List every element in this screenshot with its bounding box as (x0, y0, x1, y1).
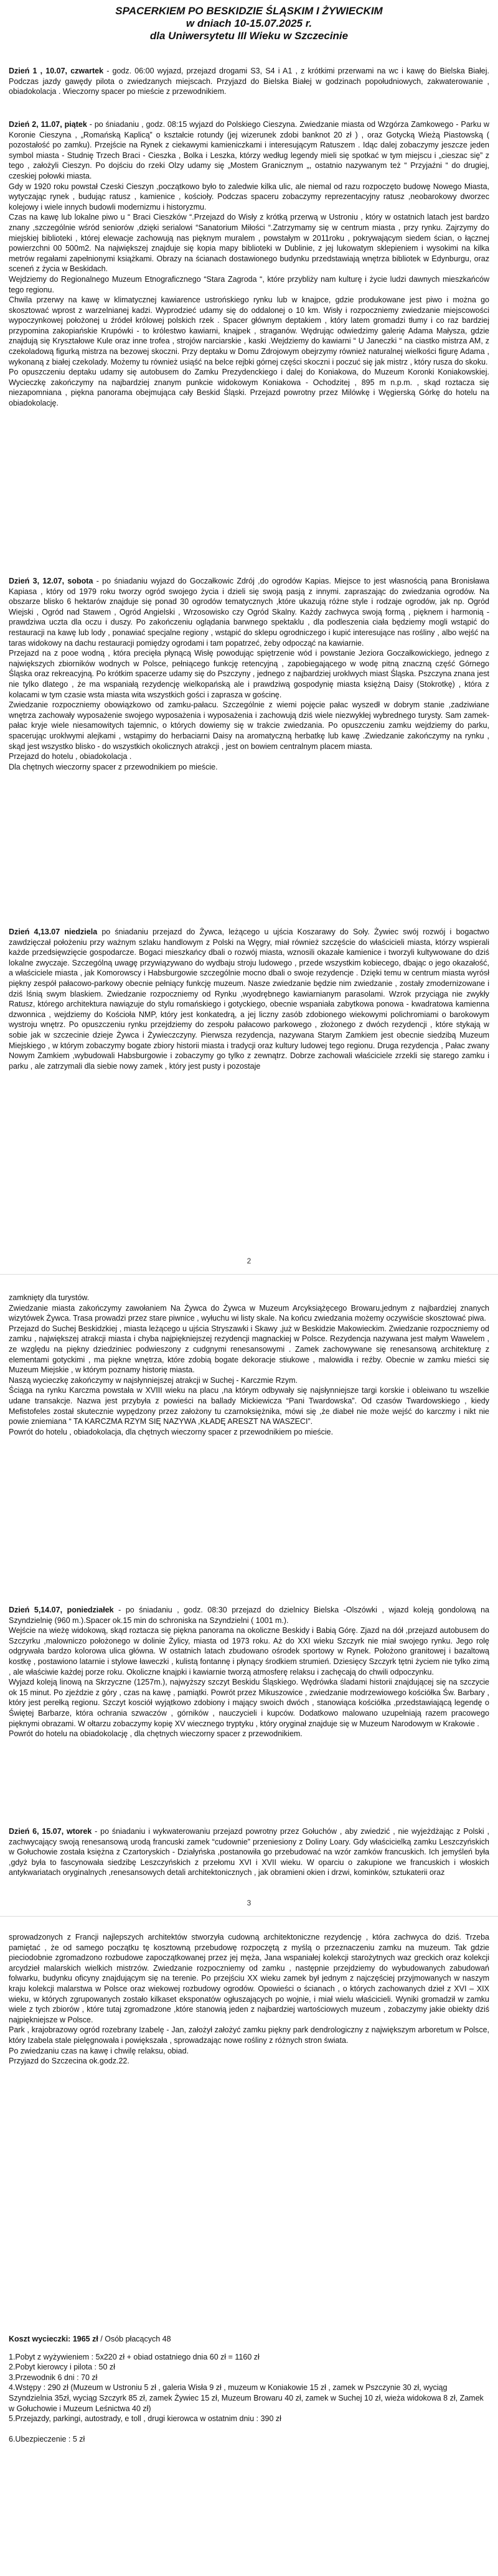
cost-item: 2.Pobyt kierowcy i pilota : 50 zł (9, 2363, 115, 2372)
document-title-line-3: dla Uniwersytetu III Wieku w Szczecinie (149, 30, 349, 42)
day-1-label: Dzień 1 , 10.07, czwartek (9, 67, 104, 75)
day-4-section (9, 927, 489, 1071)
day-3-text: - po śniadaniu wyjazd do Goczałkowic Zdrój ,do ogrodów Kapias. Miejsce to jest własnością pana Bronisława Kapiasa , który od 1979 roku tworzy ogród swojego życia i dzieli się swoją pasją z innymi. zapraszając do zwiedzania ogrodów. Na obszarze blisko 6 hektarów znajduje się ponad 30 ogrodów tematycznych ,które ukazują różne style i rodzaje ogrodów, jak np. Ogród Wiejski , Ogród nad Stawem , Ogród Angielski , Wrzosowisko czy Ogród Skalny. Każdy zachwyca swoją formą , pięknem i harmonią - prawdziwa uczta dla oczu i duszy. Po zakończeniu oglądania barwnego spektaklu , dla podleszenia ciała będziemy mogli wstąpić do restauracji na kawę lub lody , ponawiać specjalne regiony , wstąpić do sklepu ogrodniczego i kupić interesujące nas rośliny , albo wejść na taras widokowy na dachu restauracji pomiędzy ogrodami i tam popatrzeć, żeby odpocząć na kawiarnie. Przejazd na z pooe wodną , która precięła płynącą Wisłę powodując spiętrzenie wód i powstanie Jeziora Goczałkowickiego, jednego z największych zbiorników wodnych w Polsce, pełniącego funkcję retencyjną , zapobiegającego w wodę pitną znaczną część Górnego Śląska oraz rekreacyjną. Po krótkim spacerze udamy się do Pszczyny , jednego z najbardziej uroklwych miast Śląska. Pszczyna znana jest nie tylko dlatego , że ma wspaniałą rezydencję wielkopańską ale i prawdziwą gospodynię miasta księżną Daisy (Stokrotkę) , która z kolacami w tym czasie wsta miasta wita wszystkich gości i zaprasza w gościnę. Zwiedzanie rozpoczniemy obowiązkowo od zamku-pałacu. Szczególnie z wiemi pojęcie pałac wyszedł w dobrym stanie ,zadziwiane wnętrza zachowały wyposażenie swojego wyposażenia i wyposażenia i zachowują dziś wiele niezwykłej wybrednego turysty. Sam zamek-pałac kryje wiele niesamowitych tajemnic, o których dowiemy się w trakcie zwiedzania. Po opuszczeniu zamku wejdziemy do parku, spacerując uroklwymi alejkami , wstąpimy do herbaciarni Daisy na aromatyczną herbatkę lub kawę .Zwiedzanie zakończymy na rynku , skąd jest wszystko blisko - do wszystkich okolicznych atrakcji , jest on bowiem centralnym placem miasta. Przejazd do hotelu , obiadokolacja . Dla chętnych wieczorny spacer z przewodnikiem po mieście. (9, 577, 489, 771)
page-number: 2 (247, 1257, 251, 1265)
day-1-text: - godz. 06:00 wyjazd, przejazd drogami S3, S4 i A1 , z krótkimi przerwami na wc i kawę do Bielska Białej. Podczas jazdy gawędy pilota o zwiedzanych miejscach. Przyjazd do Bielska Białej w godzinach popołudniowych, zakwaterowanie , obiadokolacja . Wieczorny spacer po mieście z przewodnikiem. (9, 67, 489, 96)
day-4-label: Dzień 4,13.07 niedziela (9, 928, 98, 936)
day-1-section (9, 66, 489, 97)
day-2-text: - po śniadaniu , godz. 08:15 wyjazd do Polskiego Cieszyna. Zwiedzanie miasta od Wzgórza Zamkowego - Parku w Koronie Cieszyna , „Romańską Kaplicą” o kształcie rotundy (jej wizerunek zdobi banknot 20 zł ) , oraz Gotycką Wieżą Piastowską ( pozostałość po zamku). Przejście na Rynek z ciekawymi kamieniczkami i interesującym Ratuszem . Idąc dalej zobaczymy jeszcze jeden symbol miasta - Studnię Trzech Braci - Cieszka , Bolka i Leszka, którzy według legendy mieli się spotkać w tym miejscu i „cieszac się” z tego , założyli Cieszyn. Po dojściu do rzeki Olzy udamy się „Mostem Granicznym „, ostatnio nazywanym też “ Przyjaźni “ do drugiej, czeskiej połowki miasta. Gdy w 1920 roku powstał Czeski Cieszyn ,początkowo było to zaledwie kilka ulic, ale niemal od razu rozpoczęto budowę Nowego Miasta, wytyczając rynek , budując ratusz , kamienice , kościoły. Podczas spaceru zobaczymy reprezentacyjny ratusz ,neobarokowy dworzec kolejowy i wiele innych budowli modernizmu i historyzmu. Czas na kawę lub lokalne piwo u “ Braci Cieszków “.Przejazd do Wisły z krótką przerwą w Ustroniu , który w ostatnich latach jest bardzo znany ,szczególnie wśród seniorów ,dzięki serialowi “Sanatorium Miłości “.Zatrzymamy się w centrum miasta , przy rynku. Zajrzymy do miejskiej biblioteki , której elewacje zachowują nas pięknym muralem , powstałym w 2011roku , pokrywającym siedem ścian, o łącznej powierzchni 00 500m2. Na największej znajduje się kopia mapy biblioteki w Dublinie, z jej lukowatym sklepieniem i wysokimi na kilka metrów regałami zapełnionymi książkami. Obrazy na ścianach dostawionego budynku przedstawiają wnętrza bibliotek w Edynburgu, oraz sceneń z życia w Beskidach. Wejdziemy do Regionalnego Muzeum Etnograficznego “Stara Zagroda “, które przybliży nam kulturę i życie ludzi dawnych mieszkańców tego regionu. Chwila przerwy na kawę w klimatycznej kawiarence ustrońskiego rynku lub w knajpce, gdzie produkowane jest piwo i można go skosztować wprost z warzelnianej kadzi. Wyprodzieć udamy się do oddalonej o 10 km. Wisły i rozpoczniemy zwiedzanie miejscowości wypoczynkowej położonej u źródeł królowej polskich rzek . Spacer głównym deptakiem , który latem gromadzi tłumy i co raz bardziej przypomina zakopiańskie Krupówki - to królestwo kawiarni, knajpek , straganów. Wędrując odwiedzimy galerię Adama Małysza, gdzie znajdują się Kryształowe Kule oraz inne trofea , strojów narciarskie , kaski .Wejdziemy do kawiarni “ U Janeczki “ na ciastko mistrza AM, z czekoladową figurką mistrza na bezowej skoczni. Przy deptaku w Domu Zdrojowym obejrzymy również naturalnej wielkości figurę Adama , wykonaną z białej czekolady. Możemy tu również usiąść na belce rejbki górnej części skoczni i poczuć się jak mistrz , który rusza do skoku. Po opuszczeniu deptaku udamy się autobusem do Zamku Prezydenckiego i dalej do Koniakowa, do Muzeum Koronki Koniakowskiej. Wycieczkę zakończymy na najbardziej znanym punkcie widokowym Koniakowa - Ochodzitej , 895 m n.p.m. , skąd roztacza się niezapomniana , piękna panorama obejmująca cały Beskid Śląski. Przejazd powrotny przez Milówkę i Węgierską Górkę do hotelu na obiadokolację. (9, 120, 490, 408)
page-number-2: 3 (247, 1899, 251, 1907)
cost-item: 4.Wstępy : 290 zł (Muzeum w Ustroniu 5 zł , galeria Wisła 9 zł , muzeum w Koniakowie 15 zł , zamek w Pszczynie 30 zł, wyciąg Szyndzielnia 35zł, wyciąg Szczyrk 85 zł, zamek Żywiec 15 zł, Muzeum Browaru 40 zł, zamek w Suchej 10 zł, wieża widokowa 8 zł, Zamek w Gołuchowie i Muzeum Leśnictwa 40 zł) (9, 2383, 484, 2413)
document-title-line-1: SPACERKIEM PO BESKIDZIE ŚLĄSKIM I ŻYWIECKIM (115, 5, 383, 17)
cost-item: 3.Przewodnik 6 dni : 70 zł (9, 2373, 98, 2382)
day-5-text: - po śniadaniu , godz. 08:30 przejazd do dzielnicy Bielska -Olszówki , wjazd koleją gondolową na Szyndzielnię (960 m.).Spacer ok.15 min do schroniska na Szyndzielni ( 1001 m.). Wejście na wieżę widokową, skąd roztacza się piękna panorama na okoliczne Beskidy i Babią Górę. Zjazd na dół ,przejazd autobusem do Szczyrku ,malowniczo położonego w dolinie Żylicy, miasta od 1973 roku. Aż do XXI wieku Szczyrk nie miał swojego rynku. Jego rolę odgrywała bardzo kolorowa ulica główna. W ostatnich latach zbudowano ośrodek sportowy w Rynek. Położono granitowej i bazaltową kostkę , postawiono latarnie i stylowe ławeczki , kulistą fontannę i płynący środkiem strumień. Dziesięcy Szczyrk tętni życiem nie tylko zimą , ale właściwie każdej porze roku. Okoliczne knajpki i kawiarnie tworzą atmosferę relaksu i zachęcają do chwili odpoczynku. Wyjazd koleją linową na Skrzyczne (1257m.), najwyższy szczyt Beskidu Śląskiego. Wędrówka śladami historii znajdującej się na szczycie ok 15 minut. Po zjeździe z góry , czas na kawę , pamiątki. Powrót przez Mikuszowice , zwiedzanie modrzewiowego kościółka Św. Barbary , który jest perełką regionu. Szczyt kosciół wyjątkowo zdobiony i mający swoich dwóch , stanowiąca kościółka ,przedstawiającą legendę o Świętej Barbarze, która ochrania szwaczów , górników , nauczycieli i kupców. Dodatkowo malowano uzupełniają razem pracowego pięknymi obrazami. W ołtarzu zobaczymy kopię XV wiecznego tryptyku , który oryginał znajduje się w Muzeum Narodowym w Krakowie . Powrót do hotelu na obiadokolację , dla chętnych wieczorny spacer z przewodnikiem. (9, 1606, 489, 1739)
day-6-section (9, 1826, 489, 1878)
page-break-divider-2 (0, 1916, 498, 1917)
day-4-continuation: zamknięty dla turystów. Zwiedzanie miasta zakończymy zawołaniem Na Żywca do Żywca w Muzeum Arcyksiążęcego Browaru,jednym z najbardziej znanych wizytówek Żywca. Trasa prowadzi przez stare piwnice , wyłuchu wi listy skale. Na końcu zwiedzania możemy oczywiście skosztować piwa. Przejazd do Suchej Beskidzkiej , miasta leżącego u ujścia Stryszawki i Skawy ,już w Beskidzie Makowieckim. Zwiedzanie rozpoczniemy od zamku , największej atrakcji miasta i chyba najpiękniejszej rezydencji magnackiej w Polsce. Rezydencja nazywana jest małym Wawelem , ze względu na piękny dziedziniec podwieszony z cudgnymi renesansowymi . Zamek zachowywane się renesansową architekturę z elementami gotyckimi , ma piękne wnętrza, które zdobią bogate dekoracje stiukowe , malowidła i reźby. Obecnie w zamku mieści się Muzeum Miejskie , w którym poznamy historię miasta. Naszą wycieczkę zakończymy w najsłynniejszej atrakcji w Suchej - Karczmie Rzym. Ściąga na rynku Karczma powstała w XVIII wieku na placu ,na którym odbywały się najsłynniejsze targi korskie i obleiwano tu wszelkie udane transakcje. Nazwa jest przybyła z powieści na ballady Mickiewicza “Pani Twardowska”. Od czasów Twardowskiego , kiedy Mefistofeles został skutecznie wypędzony przez założony tu czarnoksiężnika, mówi się ,że diabeł nie może wejść do karczmy i nikt nie powie zniemiana “ TA KARCZMA RZYM SIĘ NAZYWA ,KŁADĘ ARESZT NA WASZECI”. Powrót do hotelu , obiadokolacja, dla chętnych wieczorny spacer z przewodnikiem po mieście. (9, 1293, 489, 1436)
cost-heading (9, 2334, 489, 2345)
document-title-line-2: w dniach 10-15.07.2025 r. (186, 17, 312, 29)
cost-label: Koszt wycieczki: 1965 zł (9, 2335, 98, 2343)
cost-spacer (9, 2345, 489, 2352)
day-2-section (9, 119, 489, 409)
day-5-section (9, 1605, 489, 1739)
cost-section (9, 2334, 489, 2444)
cost-payers: / Osób płacących 48 (98, 2335, 171, 2343)
day-3-label: Dzień 3, 12.07, sobota (9, 577, 93, 585)
day-2-label: Dzień 2, 11.07, piątek (9, 120, 87, 129)
cost-item-blank (9, 2424, 489, 2434)
cost-item: 5.Przejazdy, parkingi, autostrady, e toll , drugi kierowca w ostatnim dniu : 390 zł (9, 2414, 281, 2424)
cost-item: 1.Pobyt z wyżywieniem : 5x220 zł + obiad ostatniego dnia 60 zł = 1160 zł (9, 2352, 260, 2361)
day-4-text: po śniadaniu przejazd do Żywca, leżącego u ujścia Koszarawy do Soły. Żywiec swój rozwój i bogactwo zawdzięczał położeniu przy ważnym szlaku handlowym z Polski na Węgry, miał również szczęście do właścicieli miasta, którzy wspierali każde przedsięwzięcie gospodarcze. Bogaci mieszkańcy dbali o rozwój miasta, wznosili okazałe kamienice i tworzyli kultywowane do dziś lokalne zwyczaje. Szczególną uwagę przywiązywano do wydbaju stroju ludowego , przede wszystkim kobiecego, dbając o jego okazałość, a właściciele miasta , jak Komorowscy i Habsburgowie szczególnie mocno dbali o swoje rezydencje . Dzięki temu w centrum miasta wyrósł piękny zespół pałacowo-parkowy obecnie pełniący funkcję muzeum. Nasze zwiedzanie będzie nim zwiedzanie , zostały zmodernizowane i dziś lśnią swym blaskiem. Zwiedzanie rozpoczniemy od Rynku ,wyodrębnego kawiarnianym parasolami. Wzrok przyciąga nie zwykły Ratusz, którego architektura nawiązuje do stylu romańskiego i gotyckiego, obecnie wspaniała zabytkowa ponowa - kwadratowa kamienna dzwonnica , wejdziemy do Kościoła NMP, który jest konkatedrą, a jej liczny zasób zdobionego wiekowymi polichromiami o barokowym wystroju wnętrz. Po opuszczeniu rynku przejdziemy do zespołu pałacowo parkowego , złożonego z dwóch rezydencji , które stykają w sobie jak w szczecinie dzieje Żywca i Żywieczczyny. Pierwsza rezydencja, nazywana Starym Zamkiem jest obecnie siedzibą Muzeum Miejskiego , w którym zobaczymy bogate zbiory historii miasta i tradycji oraz kultury ludowej tego regionu. Druga rezydencja , Pałac zwany Nowym Zamkiem ,wybudowali Habsburgowie i zobaczymy go tylko z zewnątrz. Dobrze zachowali właściciele zrzekli się starego zamku i parku , ale zatrzymali dla siebie nowy zamek , który jest pusty i pozostaje (9, 928, 489, 1071)
day-6-label: Dzień 6, 15.07, wtorek (9, 1827, 92, 1836)
cost-item: 6.Ubezpieczenie : 5 zł (9, 2434, 85, 2443)
day-6-continuation: sprowadzonych z Francji najlepszych architektów stworzyła cudowną architektoniczne rezydencję , która zachwyca do dziś. Trzeba pamiętać , że od samego początku tę kosztowną przebudowę rozpoczętą z myślą o przeznaczeniu zamku na muzeum. Tak gdzie pieciodobnie zgromadzono rozbudowe zapoczątkowanej przez jej męża, Jana wspaniałej kolekcji starożytnych waz greckich oraz kolekcji arcydzieł malarskich wielkich mistrzów. Zwiedzanie rozpoczniemy od zamku , następnie przejdziemy do wybudowanych zabudowań folwarku, budynku oficyny znajdującym się na terenie. Po przejściu XX wieku zamek był jednym z najczęściej przyjmowanych w naszym kraju kolekcji malarstwa w Polsce oraz wiekowej rozbudowy ogrodów. Opowieści o ścianach , o których zachowanych dzieł z XVI – XIX wieku, w których zgrupowanych zostało kilkaset eksponatów ogłuszających po wojnie, i miał wielu właścicieli. Wyniki gromadził w zamku wiele z tych zbiorów , które tutaj zgromadzone ,które stanowią jeden z najbardziej wartościowych muzeum , zobaczymy jakie obiekty dziś najpiękniejsze w Polsce. Park , krajobrazowy ogród rozebrany Izabelę - Jan, założył założyć zamku piękny park dendrologiczny z największym arboretum w Polsce, który Izabela stale pielęgnowała i powiększała , sprowadzając nowe rośliny z różnych stron świata. Po zwiedzaniu czas na kawę i chwilę relaksu, obiad. Przyjazd do Szczecina ok.godz.22. (9, 1933, 489, 2066)
day-6-text: - po śniadaniu i wykwaterowaniu przejazd powrotny przez Gołuchów , aby zwiedzić , nie wyjeżdżając z Polski , zachwycający swoją renesansową urodą francuski zamek “cudownie” przeniesiony z Doliny Loary. Gdy właścicielką zamku Leszczyńskich w Gołuchowie została księżna z Czartoryskich - Działyńska ,postanowiła go przebudować na wzór zamków francuskich. Ich jemyśleń była ,gdyż była to fascynowała siedzibę Leszczyńskich z przełomu XVI i XVII wieku. W oparciu o zakupione we francuskich i włoskich antykwariatach oryginalnych ,renesansowych detali architektonicznych , jak obramieni okien i drzwi, kominków, sztukaterii oraz (9, 1827, 489, 1877)
page-break-divider (0, 1274, 498, 1275)
day-5-label: Dzień 5,14.07, poniedziałek (9, 1606, 114, 1614)
day-3-section (9, 576, 489, 772)
